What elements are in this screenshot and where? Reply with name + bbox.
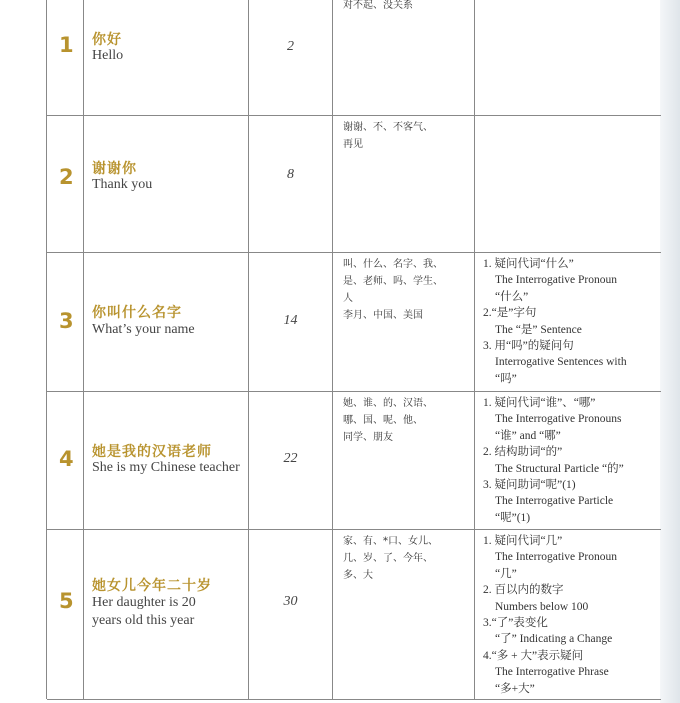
lesson-title-zh: 谢谢你 — [92, 161, 137, 177]
table-row — [47, 115, 661, 253]
lesson-page: 22 — [283, 451, 298, 466]
table-row — [47, 252, 661, 392]
grammar-line: 1. 疑问代词“什么” — [483, 258, 574, 270]
lesson-grammar — [483, 395, 659, 526]
grammar-line: 1. 疑问代词“谁”、“哪” — [483, 397, 596, 409]
lesson-page: 14 — [283, 313, 298, 328]
lesson-vocabulary: 她、谁、的、汉语、 哪、国、呢、他、 同学、朋友 — [343, 398, 433, 443]
grammar-line: “什么” — [495, 290, 529, 303]
lesson-number: 4 — [59, 447, 74, 471]
grammar-line: Interrogative Sentences with — [495, 356, 627, 369]
lesson-vocabulary: 对不起、没关系 — [343, 0, 413, 11]
grammar-line: 3. 用“吗”的疑问句 — [483, 340, 574, 353]
lesson-title-en: Hello — [92, 48, 124, 63]
lesson-number: 5 — [59, 589, 74, 613]
grammar-line: The Interrogative Pronoun — [495, 274, 617, 287]
grammar-line: “了” Indicating a Change — [495, 633, 613, 646]
grammar-line: 1. 疑问代词“几” — [483, 535, 563, 547]
table-row — [47, 529, 661, 700]
grammar-line: 2. 百以内的数字 — [483, 584, 564, 597]
grammar-line: “呢”(1) — [495, 511, 531, 524]
grammar-line: 3. 疑问助词“呢”(1) — [483, 479, 576, 492]
lesson-vocabulary: 家、有、*口、女儿、 几、岁、了、今年、 多、大 — [343, 536, 438, 581]
lesson-title-zh: 你好 — [92, 32, 122, 48]
grammar-line: Numbers below 100 — [495, 600, 589, 613]
lesson-title-zh: 她女儿今年二十岁 — [92, 578, 212, 594]
lesson-title-zh: 她是我的汉语老师 — [92, 444, 212, 460]
page-edge-shadow — [660, 0, 680, 703]
grammar-line: The Interrogative Pronouns — [495, 413, 622, 426]
lesson-contents-table — [46, 0, 661, 699]
grammar-line: “几” — [495, 567, 517, 580]
lesson-vocabulary: 谢谢、不、不客气、 再见 — [343, 122, 433, 150]
grammar-line: The Interrogative Pronoun — [495, 551, 617, 564]
lesson-title-en: Her daughter is 20 years old this year — [92, 595, 196, 628]
lesson-title-en: What’s your name — [92, 322, 195, 337]
lesson-vocabulary: 叫、什么、名字、我、 是、老师、吗、学生、 人 李月、中国、美国 — [343, 259, 443, 321]
grammar-line: The Structural Particle “的” — [495, 462, 624, 475]
grammar-line: “吗” — [495, 372, 517, 385]
lesson-title-zh: 你叫什么名字 — [92, 305, 182, 321]
grammar-line: The “是” Sentence — [495, 323, 582, 336]
grammar-line: 3.“了”表变化 — [483, 617, 548, 630]
lesson-grammar — [483, 256, 659, 387]
lesson-number: 3 — [59, 309, 74, 333]
grammar-line: “多+大” — [495, 682, 535, 695]
lesson-title-en: Thank you — [92, 177, 153, 192]
lesson-grammar — [483, 533, 659, 697]
table-row — [47, 0, 661, 116]
grammar-line: The Interrogative Phrase — [495, 666, 609, 679]
grammar-line: The Interrogative Particle — [495, 495, 614, 508]
lesson-page: 8 — [287, 167, 294, 182]
grammar-line: 2. 结构助词“的” — [483, 446, 563, 459]
lesson-page: 2 — [287, 39, 294, 54]
lesson-number: 2 — [59, 165, 74, 189]
table-row — [47, 391, 661, 530]
lesson-page: 30 — [283, 594, 298, 609]
grammar-line: 2.“是”字句 — [483, 307, 537, 320]
lesson-number: 1 — [59, 33, 74, 57]
grammar-line: “谁” and “哪” — [495, 429, 561, 442]
grammar-line: 4.“多 + 大”表示疑问 — [483, 649, 584, 662]
lesson-title-en: She is my Chinese teacher — [92, 460, 240, 475]
